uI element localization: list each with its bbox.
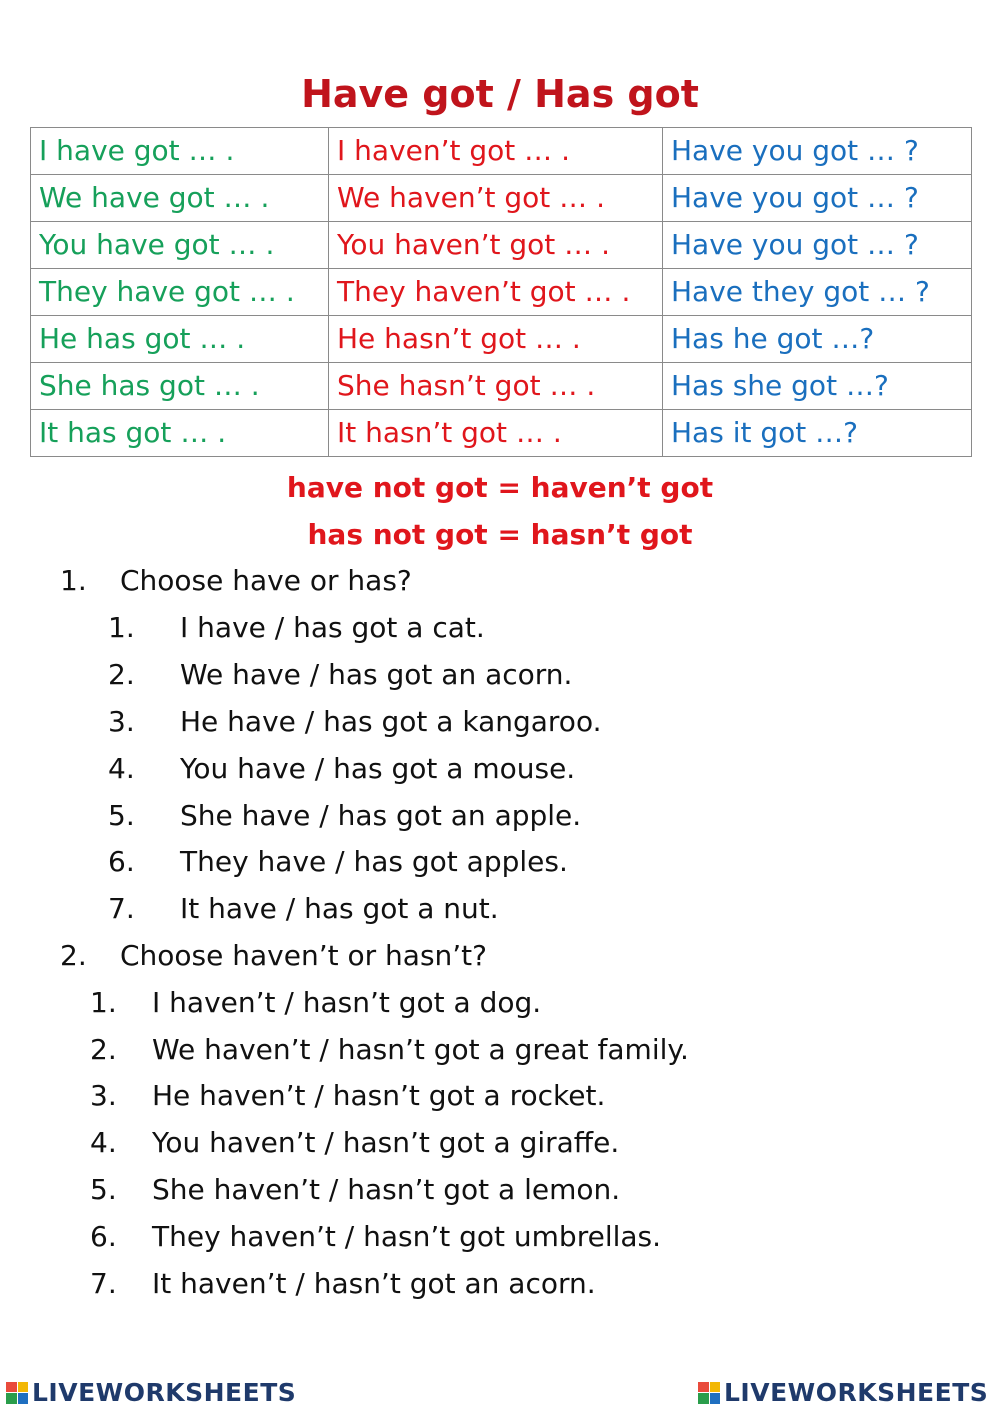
grammar-table (30, 127, 972, 457)
item-number: 1. (108, 611, 135, 644)
section-heading-text: Choose haven’t or hasn’t? (120, 939, 488, 972)
contraction-rule: have not got = haven’t got (286, 471, 714, 504)
item-text: I have / has got a cat. (180, 611, 485, 644)
table-row (31, 128, 972, 175)
item-number: 3. (108, 705, 135, 738)
item-text: She haven’t / hasn’t got a lemon. (152, 1173, 621, 1206)
item-text: We have / has got an acorn. (180, 658, 573, 691)
item-number: 6. (90, 1220, 117, 1253)
item-number: 6. (108, 845, 135, 878)
item-text: I haven’t / hasn’t got a dog. (152, 986, 542, 1019)
question-cell: Have they got … ? (663, 269, 972, 316)
table-row (31, 410, 972, 457)
page-title: Have got / Has got (301, 72, 699, 116)
item-text: He have / has got a kangaroo. (180, 705, 602, 738)
contraction-rule: has not got = hasn’t got (307, 518, 693, 551)
brand-name: LIVEWORKSHEETS (724, 1378, 989, 1407)
negative-cell: He hasn’t got … . (329, 316, 663, 363)
negative-cell: She hasn’t got … . (329, 363, 663, 410)
table-row (31, 222, 972, 269)
question-cell: Has she got …? (663, 363, 972, 410)
item-text: They haven’t / hasn’t got umbrellas. (152, 1220, 662, 1253)
item-number: 5. (108, 799, 135, 832)
positive-cell: She has got … . (31, 363, 329, 410)
item-number: 3. (90, 1079, 117, 1112)
question-cell: Has it got …? (663, 410, 972, 457)
item-number: 4. (90, 1126, 117, 1159)
item-text: We haven’t / hasn’t got a great family. (152, 1033, 689, 1066)
table-row (31, 175, 972, 222)
positive-cell: You have got … . (31, 222, 329, 269)
item-number: 2. (90, 1033, 117, 1066)
item-number: 4. (108, 752, 135, 785)
liveworksheets-link-left[interactable] (6, 1378, 296, 1407)
liveworksheets-logo-icon (6, 1382, 28, 1404)
item-text: They have / has got apples. (180, 845, 568, 878)
negative-cell: You haven’t got … . (329, 222, 663, 269)
negative-cell: It hasn’t got … . (329, 410, 663, 457)
item-text: She have / has got an apple. (180, 799, 582, 832)
question-cell: Have you got … ? (663, 222, 972, 269)
positive-cell: He has got … . (31, 316, 329, 363)
table-row (31, 269, 972, 316)
table-row (31, 316, 972, 363)
liveworksheets-logo-icon (698, 1382, 720, 1404)
brand-name: LIVEWORKSHEETS (32, 1378, 297, 1407)
negative-cell: They haven’t got … . (329, 269, 663, 316)
item-number: 5. (90, 1173, 117, 1206)
table-row (31, 363, 972, 410)
positive-cell: I have got … . (31, 128, 329, 175)
item-number: 7. (108, 892, 135, 925)
item-text: He haven’t / hasn’t got a rocket. (152, 1079, 606, 1112)
negative-cell: I haven’t got … . (329, 128, 663, 175)
item-text: It have / has got a nut. (180, 892, 499, 925)
section-number: 1. (60, 564, 87, 597)
item-number: 7. (90, 1267, 117, 1300)
positive-cell: We have got … . (31, 175, 329, 222)
item-number: 1. (90, 986, 117, 1019)
negative-cell: We haven’t got … . (329, 175, 663, 222)
liveworksheets-link-right[interactable] (698, 1378, 988, 1407)
item-text: It haven’t / hasn’t got an acorn. (152, 1267, 596, 1300)
question-cell: Has he got …? (663, 316, 972, 363)
section-heading-text: Choose have or has? (120, 564, 412, 597)
positive-cell: It has got … . (31, 410, 329, 457)
question-cell: Have you got … ? (663, 128, 972, 175)
item-text: You haven’t / hasn’t got a giraffe. (152, 1126, 620, 1159)
section-number: 2. (60, 939, 87, 972)
question-cell: Have you got … ? (663, 175, 972, 222)
item-number: 2. (108, 658, 135, 691)
item-text: You have / has got a mouse. (180, 752, 576, 785)
positive-cell: They have got … . (31, 269, 329, 316)
